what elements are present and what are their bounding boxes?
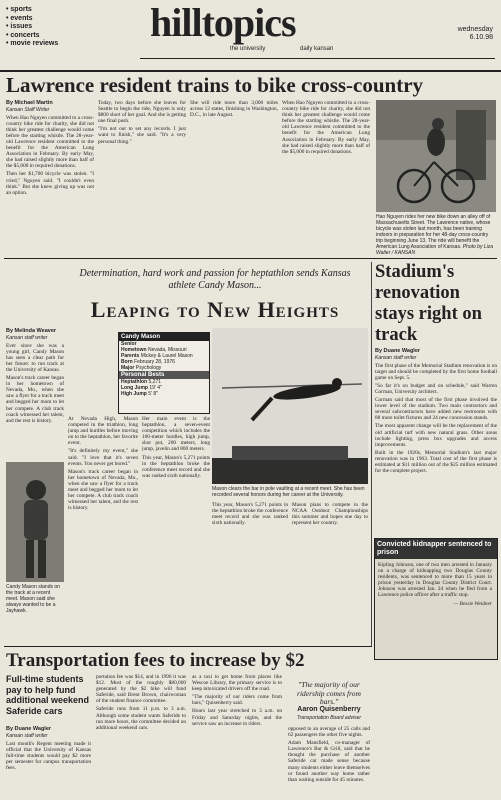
lead-paragraph: Today, two days before she leaves for Seattle to begin the ride, Nguyen is only $800 short of her goal. And she is getting one final push. — [98, 100, 186, 125]
date-block — [458, 26, 493, 42]
divider-rule — [4, 646, 372, 647]
lead-photo-credit: Photo by Liza Walter / KANSAN — [376, 244, 494, 256]
brief-credit: — Bessie Weidner — [453, 600, 492, 607]
lead-byline-title: Kansan Staff Writer — [6, 106, 50, 113]
transport-headline[interactable]: Transportation fees to increase by $2 — [6, 650, 305, 671]
feature-photo-vault — [212, 328, 368, 484]
transport-column-4 — [288, 726, 370, 798]
stadium-column — [375, 348, 497, 534]
transport-column-2 — [96, 674, 186, 798]
feature-column-3 — [142, 416, 210, 638]
stadium-paragraph: The first phase of the Memorial Stadium renovation is on target and should be completed by the first home football game on Sept. 5. — [375, 362, 497, 381]
kidnapper-brief-box — [374, 538, 498, 660]
stadium-paragraph: Built in the 1920s, Memorial Stadium's last major renovation was in 1963. Total cost of the first phase is estimated at $11 million out of the $25 million estimated for the complete project. — [375, 449, 497, 475]
lead-byline: By Michael Martin — [6, 100, 53, 106]
feature-headline[interactable]: Leaping to New Heights — [90, 297, 340, 322]
lead-column-3 — [190, 100, 278, 250]
bio-pb-row: Heptathlon 5,271 — [121, 379, 162, 385]
transport-subhead: Full-time students pay to help fund additional weekend Saferide cars — [6, 674, 90, 716]
lead-column-1 — [6, 100, 94, 250]
cyclist-photo-illustration — [376, 100, 496, 212]
feature-paragraph: Mason plans to compete in the NCAA Outdoor Championships this summer and hopes one day to represent her country. — [292, 502, 368, 527]
feature-paragraph: This year, Mason's 5,271 points in the heptathlon broke the conference meet record and she was ranked sixth nationally. — [142, 454, 210, 479]
brief-body — [375, 559, 495, 655]
bio-pb-row: Long Jump 19' 4" — [121, 385, 162, 391]
brand-sub-right: daily kansan — [300, 46, 334, 52]
brand-title: hilltopics — [150, 0, 296, 45]
lead-paragraph: When Hao Nguyen committed to a cross-country bike ride for charity, she did not think her greatest challenge would come before the starting whistle. The 28-year-old Lawrence resident committed to the benefit for the American Lung Association in February. By early May, she had raised slightly more than half of the $5,000 in required donations. — [6, 114, 94, 170]
stadium-byline: By Duane Wagler — [375, 348, 421, 354]
feature-deck: Determination, hard work and passion for heptathlon sends Kansas athlete Candy Mason... — [79, 268, 351, 291]
transport-paragraph: Hours last year stretched to 3 a.m. on Friday and Saturday nights, and the service saw an increase in riders. — [192, 708, 282, 727]
section-item[interactable]: • movie reviews — [6, 40, 59, 47]
transport-column-1 — [6, 726, 91, 798]
feature-paragraph: "It's definitely my event," she said. "I love that it's seven events. You never get bored." — [68, 448, 138, 467]
lead-photo-caption-text: Hao Nguyen rides her new bike down an alley off of Massachusetts Street. The Lawrence native, whose bicycle was stolen last month, has been training indoors in preparation for her 48-day cross-country trip beginning June 13. The ride will benefit the American Lung Association of Kansas. — [376, 214, 491, 250]
transport-paragraph: "The majority of our riders come from bars," Quisenberry said. — [192, 694, 282, 707]
lead-paragraph: Then her $1,700 bicycle was stolen. "I cried," Nguyen said. "I couldn't even think." But she knew giving up was not an option. — [6, 171, 94, 196]
transport-paragraph: Saferide runs from 11 p.m. to 3 a.m. Although some student wants Saferide to run more hours, the committee decided on additional weekend cars. — [96, 706, 186, 731]
feature-column-2 — [68, 416, 138, 638]
feature-paragraph: This year, Mason's 5,271 points in the heptathlon broke the conference meet record and she was ranked sixth nationally. — [212, 502, 288, 527]
lead-column-4 — [282, 100, 370, 250]
vaulter-photo-illustration — [212, 328, 368, 484]
bio-row: Parents Mickey & Laurel Mason — [121, 353, 193, 359]
feature-paragraph: Ever since she was a young girl, Candy Mason has seen a clear path for her future: to run track at the University of Kansas. — [6, 342, 64, 373]
feature-paragraph: Mason's track career began in her hometown of Nevada, Mo., when she saw a flyer for a track meet and begged her mom to let her compete. A club track coach witnessed her talent, and the rest is history. — [68, 468, 138, 512]
athlete-bio-box — [118, 332, 210, 414]
column-divider — [371, 262, 372, 647]
brief-paragraph: Kipling Johnson, one of two men arrested in January on a charge of kidnapping two Douglas County residents, was sentenced to more than 15 years in prison yesterday in Douglas County District Court. Johnson was arrested Jan. 24 when he fled from a Lawrence police officer after a traffic stop. — [378, 562, 492, 599]
bio-row: Born February 28, 1976 — [121, 359, 175, 365]
brief-headline[interactable]: Convicted kidnapper sentenced to prison — [375, 539, 497, 559]
lead-headline[interactable]: Lawrence resident trains to bike cross-country — [6, 73, 424, 97]
feature-column-5 — [292, 502, 368, 638]
section-item[interactable]: • sports — [6, 6, 32, 13]
feature-paragraph: Her main event is the heptathlon, a seven-event competition which includes the 100-meter hurdles, high jump, shot put, 200 meters, long jump, javelin and 800 meters. — [142, 416, 210, 453]
section-item[interactable]: • issues — [6, 23, 33, 30]
bio-row: Major Psychology — [121, 365, 162, 371]
bio-title: Candy Mason — [119, 333, 209, 341]
bio-personal-bests-title: Personal Bests — [119, 371, 209, 379]
transport-paragraph: Last month's Regent meeting made it official that the University of Kansas full-time students would pay $2 more per semester for campus transportation fees. — [6, 740, 91, 771]
transport-paragraph: opposed to an average of 25 calls and 62 passengers the other five nights. — [288, 726, 370, 739]
feature-photo-caption: Candy Mason stands on the track at a recent meet. Mason said she always wanted to be a Jayhawk. — [6, 584, 60, 614]
stadium-paragraph: "So far it's on budget and on schedule," said Warren Corman, University architect. — [375, 382, 497, 395]
feature-column-1 — [6, 328, 64, 458]
lead-paragraph: "I'm not out to set any records. I just want to finish," she said. "It's a very personal thing." — [98, 126, 186, 145]
lead-photo — [376, 100, 496, 212]
stadium-headline[interactable]: Stadium's renovation stays right on track — [375, 262, 482, 345]
transport-byline: By Duane Wagler — [6, 726, 52, 732]
lead-paragraph: When Hao Nguyen committed to a cross-country bike ride for charity, she did not think her greatest challenge would come before the starting whistle. The 28-year-old Lawrence resident committed to the benefit for the American Lung Association in February. By early May, she had raised slightly more than half of the $5,000 in required donations. — [282, 100, 370, 155]
stadium-paragraph: Corman said that most of the first phase involved the lower level of the stadium. Two main contractors and several subcontractors have added new restrooms with 88 more toilet fixtures and 24 new concession stands. — [375, 397, 497, 422]
brand-sub-left: the university — [230, 46, 266, 52]
transport-column-3 — [192, 674, 282, 798]
transport-paragraph: portation fee was $14, and in 1996 it was $12. Most of the roughly $80,000 generated by the $2 hike will fund Saferide, said Brent Brown, chairwoman of the student finance committee. — [96, 674, 186, 705]
feature-photo2-caption: Mason clears the bar in pole vaulting at a recent meet. She has been recorded several honors during her career at the University. — [212, 486, 365, 498]
pullquote-name: Aaron Quisenberry — [297, 706, 361, 713]
bio-row: Hometown Nevada, Missouri — [121, 347, 187, 353]
transport-paragraph: as a taxi to get home from places like Wescoe Library, the primary service is to keep intoxicated drivers off the road. — [192, 674, 282, 693]
lead-photo-caption — [376, 214, 496, 256]
transport-pullquote: "The majority of our ridership comes from bars." — [297, 680, 361, 706]
lead-paragraph: She will ride more than 3,000 miles across 12 states, finishing in Washington, D.C., in late August. — [190, 100, 278, 119]
section-item[interactable]: • concerts — [6, 31, 40, 39]
stadium-byline-title: Kansan staff writer — [375, 354, 417, 361]
bio-class: Senior — [121, 341, 137, 347]
bio-pb-row: High Jump 5' 8" — [121, 391, 158, 397]
masthead — [0, 0, 501, 72]
section-item[interactable]: • events — [6, 14, 33, 22]
feature-photo-portrait — [6, 462, 64, 582]
feature-paragraph: Mason's track career began in her hometown of Nevada, Mo., when she saw a flyer for a track meet and begged her mom to let her compete. A club track coach witnessed her talent, and the rest is history. — [6, 375, 64, 424]
stadium-paragraph: The most apparent change will be the replacement of the old artificial turf with new natural grass. Other areas include lighting, press box upgrades and access improvements. — [375, 423, 497, 448]
athlete-portrait-illustration — [6, 462, 64, 582]
issue-day: wednesday — [457, 26, 493, 33]
section-index — [6, 6, 58, 49]
masthead-rule — [140, 58, 495, 59]
transport-paragraph: Adam Mansfield, co-manager of Lawrence's Bar & Grill, said that he thought the purchase of another Saferide car made sense because many students either leave themselves or found another way home rather than waiting outside for 45 minutes. — [288, 740, 370, 783]
feature-column-4 — [212, 502, 288, 638]
feature-byline: By Melinda Weaver — [6, 328, 57, 334]
pullquote-title: Transportation Board adviser — [296, 715, 362, 721]
issue-date: 6.10.98 — [469, 34, 493, 41]
feature-paragraph: At Nevada High, Mason competed in the triathlon, long jump and hurdles before moving on to the heptathlon, her favorite event. — [68, 416, 138, 447]
feature-byline-title: Kansan staff writer — [6, 334, 48, 341]
transport-byline-title: Kansan staff writer — [6, 732, 48, 739]
divider-rule — [4, 258, 497, 259]
lead-column-2 — [98, 100, 186, 250]
